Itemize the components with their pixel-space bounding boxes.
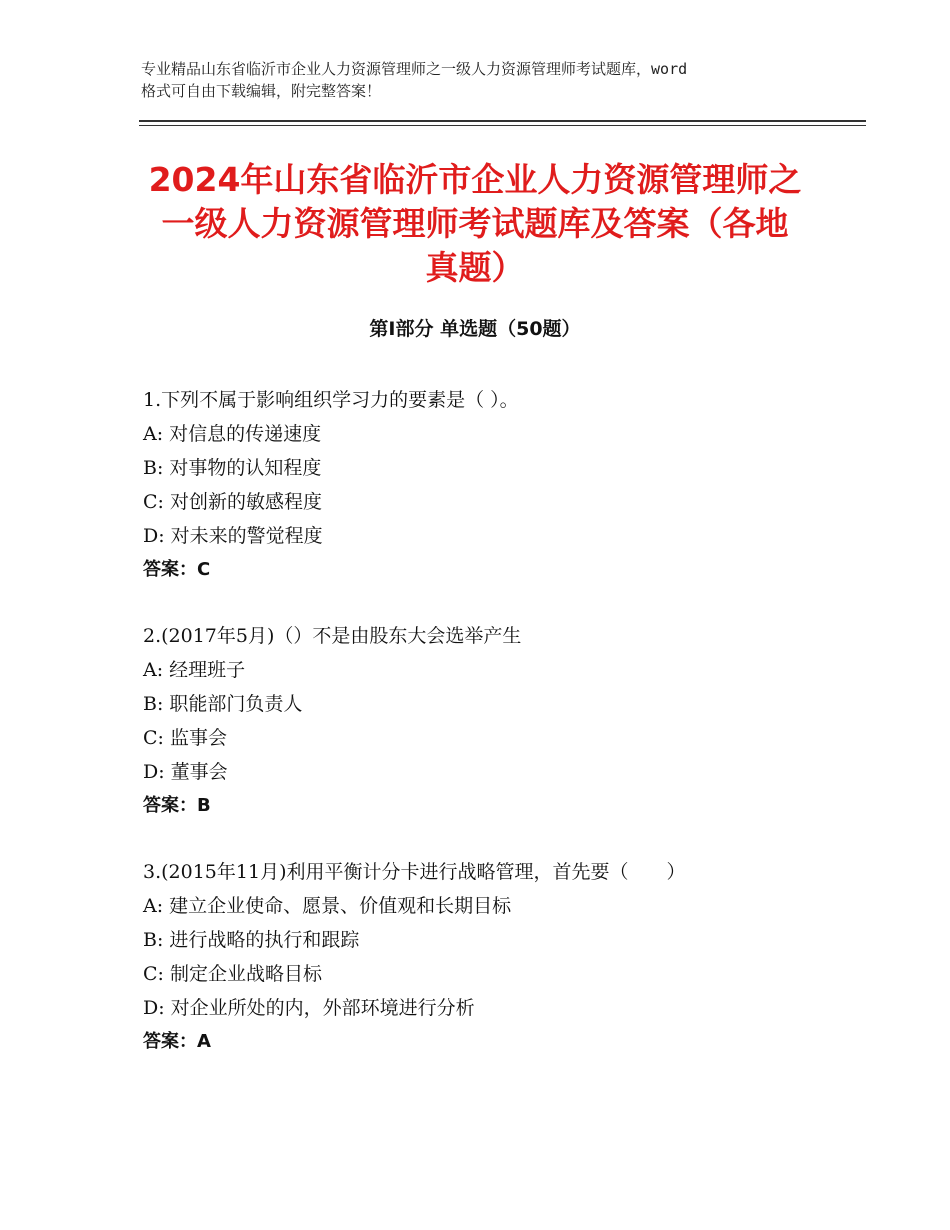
header-divider-thick	[139, 120, 866, 122]
question-1	[143, 383, 823, 587]
title-line-3: 真题）	[425, 248, 525, 287]
question-stem: 2.(2017年5月)（）不是由股东大会选举产生	[143, 625, 522, 647]
option-c: C: 制定企业战略目标	[143, 963, 322, 985]
option-d: D: 董事会	[143, 761, 228, 783]
option-d: D: 对企业所处的内，外部环境进行分析	[143, 997, 475, 1019]
question-list	[143, 383, 823, 1091]
option-d: D: 对未来的警觉程度	[143, 525, 323, 547]
title-line-1: 2024年山东省临沂市企业人力资源管理师之	[148, 160, 802, 199]
question-stem: 3.(2015年11月)利用平衡计分卡进行战略管理，首先要（ ）	[143, 861, 686, 883]
option-b: B: 职能部门负责人	[143, 693, 303, 715]
question-2	[143, 619, 823, 823]
title-line-2: 一级人力资源管理师考试题库及答案（各地	[161, 204, 789, 243]
answer: 答案：A	[143, 1031, 211, 1052]
option-c: C: 对创新的敏感程度	[143, 491, 322, 513]
option-a: A: 经理班子	[143, 659, 246, 681]
option-b: B: 对事物的认知程度	[143, 457, 322, 479]
answer: 答案：C	[143, 559, 211, 580]
question-stem: 1.下列不属于影响组织学习力的要素是（ ）。	[143, 389, 519, 411]
option-a: A: 建立企业使命、愿景、价值观和长期目标	[143, 895, 512, 917]
document-title	[120, 158, 830, 290]
header-note	[141, 58, 821, 102]
header-note-line-2: 格式可自由下载编辑，附完整答案！	[141, 82, 382, 100]
option-a: A: 对信息的传递速度	[143, 423, 322, 445]
answer: 答案：B	[143, 795, 211, 816]
question-3	[143, 855, 823, 1059]
section-title: 第Ⅰ部分 单选题（50题）	[369, 318, 581, 340]
header-divider-thin	[139, 125, 866, 126]
option-c: C: 监事会	[143, 727, 227, 749]
option-b: B: 进行战略的执行和跟踪	[143, 929, 360, 951]
header-note-line-1: 专业精品山东省临沂市企业人力资源管理师之一级人力资源管理师考试题库，word	[141, 60, 688, 78]
